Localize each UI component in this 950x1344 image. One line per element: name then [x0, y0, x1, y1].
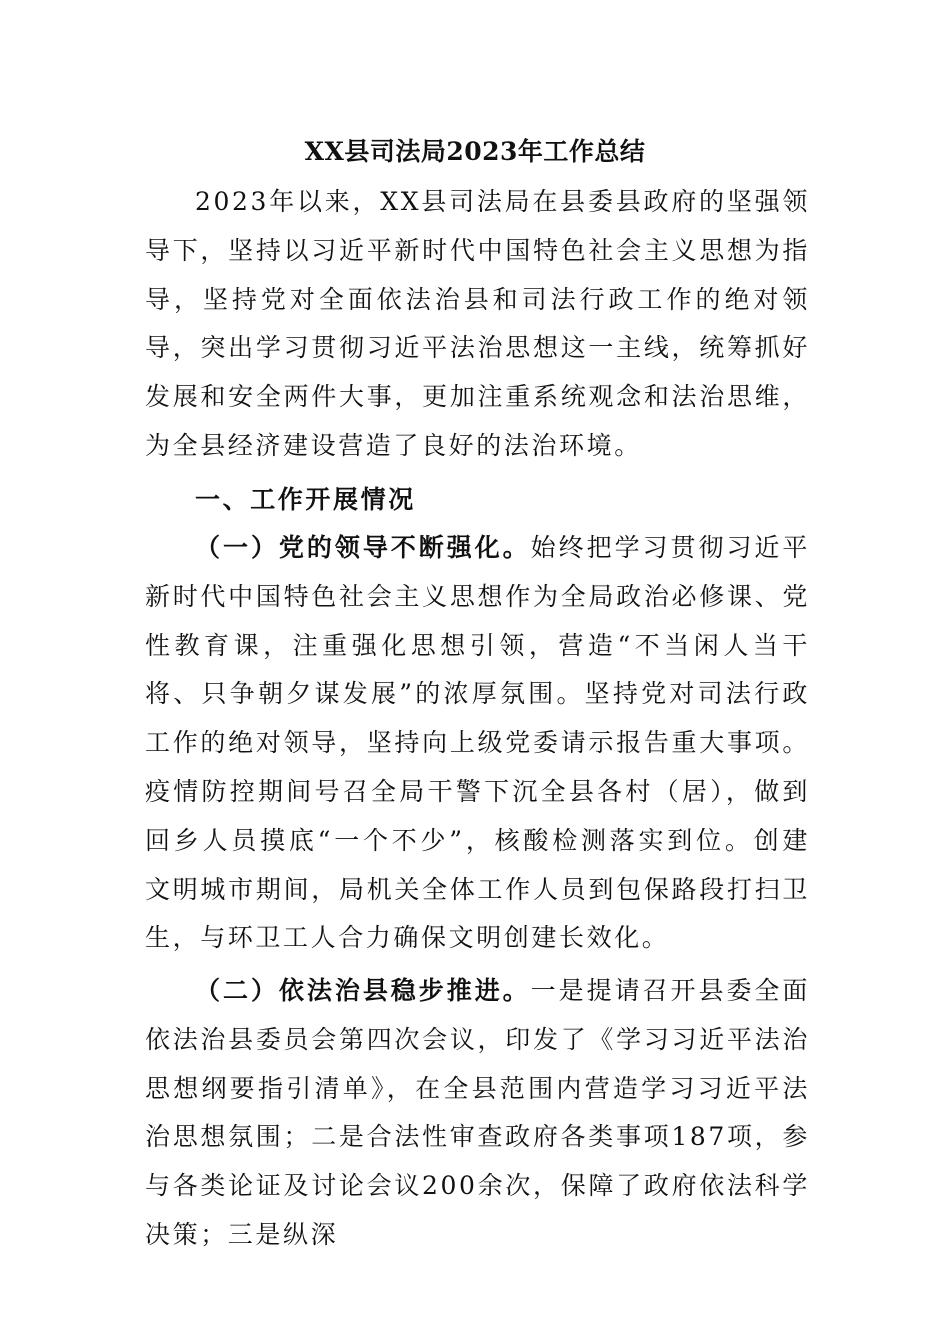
item-2-body: 一是提请召开县委全面依法治县委员会第四次会议，印发了《学习习近平法治思想纲要指引清单》，在全县范围内营造学习习近平法治思想氛围；二是合法性审查政府各类事项187项，参与各类论证及讨论会议200余次，保障了政府依法科学决策；三是纵深 [145, 976, 810, 1249]
section-heading: 一、工作开展情况 [195, 485, 416, 514]
item-2-paragraph [145, 967, 810, 1260]
item-2-lead: （二）依法治县稳步推进。 [195, 976, 531, 1005]
item-1-lead: （一）党的领导不断强化。 [195, 533, 531, 562]
intro-paragraph: 2023年以来，XX县司法局在县委县政府的坚强领导下，坚持以习近平新时代中国特色社会主义思想为指导，坚持党对全面依法治县和司法行政工作的绝对领导，突出学习贯彻习近平法治思想这一主线，统筹抓好发展和安全两件大事，更加注重系统观念和法治思维，为全县经济建设营造了良好的法治环境。 [145, 187, 810, 460]
item-1-body: 始终把学习贯彻习近平新时代中国特色社会主义思想作为全局政治必修课、党性教育课，注重强化思想引领，营造“不当闲人当干将、只争朝夕谋发展”的浓厚氛围。坚持党对司法行政工作的绝对领导，坚持向上级党委请示报告重大事项。疫情防控期间号召全局干警下沉全县各村（居），做到回乡人员摸底“一个不少”，核酸检测落实到位。创建文明城市期间，局机关全体工作人员到包保路段打扫卫生，与环卫工人合力确保文明创建长效化。 [145, 533, 810, 953]
document-title: XX县司法局2023年工作总结 [304, 137, 646, 166]
item-1-paragraph [145, 524, 810, 963]
